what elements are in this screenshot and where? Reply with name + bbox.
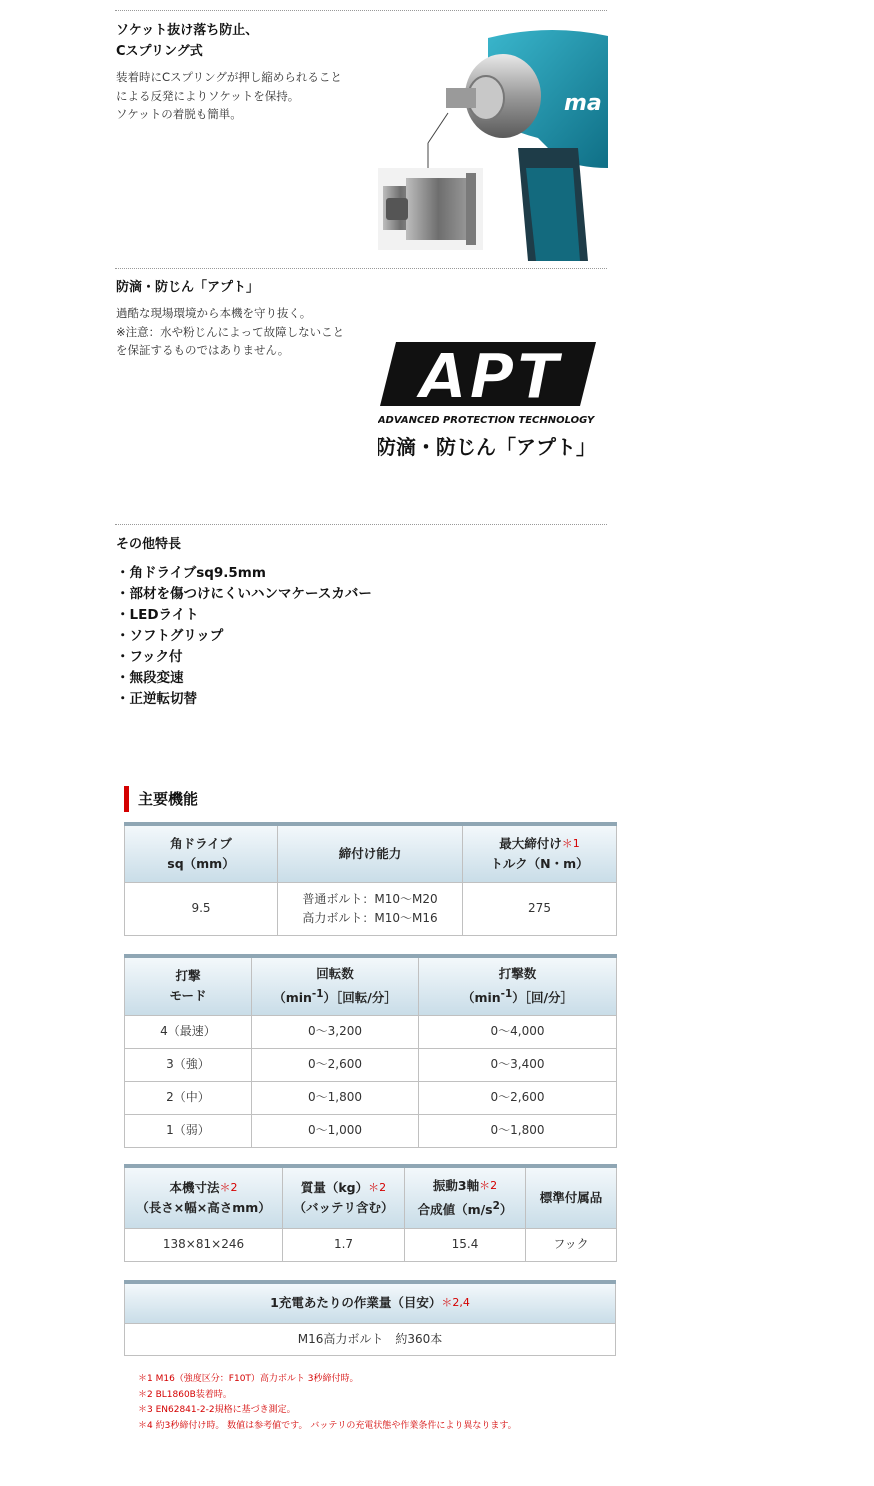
header-ipm: 打撃数 $(\min^{-1})[$回/分］ — [419, 956, 617, 1015]
list-item: ・ソフトグリップ — [116, 628, 224, 644]
feature2-title: 防滴・防じん「アプト」 — [116, 280, 260, 295]
table-row — [125, 1228, 617, 1261]
header-vibration: 振動3軸＊2 合成値$(m/s^2)$ — [405, 1166, 526, 1228]
list-item: ・フック付 — [116, 649, 183, 665]
footnotes — [138, 1372, 517, 1434]
footnote: ＊2 BL1860B装着時。 — [138, 1389, 232, 1400]
list-item: ・部材を傷つけにくいハンマケースカバー — [116, 586, 372, 602]
mode-cell: 3（強） — [125, 1048, 252, 1081]
other-features-list — [116, 563, 372, 710]
rpm-cell: 0～3,200 — [252, 1015, 419, 1048]
header-workload: 1充電あたりの作業量（目安）＊2,4 — [125, 1282, 616, 1323]
header-capacity: 締付け能力 — [278, 824, 463, 882]
table-row — [125, 882, 617, 935]
header-drive: 角ドライブ sq（mm） — [125, 824, 278, 882]
apt-logo-caption: 防滴・防じん「アプト」 — [378, 435, 596, 459]
apt-logo-text: APT — [419, 340, 561, 413]
spec-table-torque — [124, 822, 617, 936]
spec-table-workload — [124, 1280, 616, 1356]
mode-cell: 1（弱） — [125, 1114, 252, 1147]
capacity-value: 普通ボルト：M10～M20 高力ボルト：M10～M16 — [278, 882, 463, 935]
other-features-title: その他特長 — [116, 537, 182, 552]
vibration-value: 15.4 — [405, 1228, 526, 1261]
ipm-cell: 0～3,400 — [419, 1048, 617, 1081]
ipm-cell: 0～2,600 — [419, 1081, 617, 1114]
rpm-cell: 0～2,600 — [252, 1048, 419, 1081]
accessory-value: フック — [526, 1228, 617, 1261]
footnote: ＊4 約3秒締付け時。 数値は参考値です。 バッテリの充電状態や作業条件により異なります。 — [138, 1420, 517, 1431]
divider — [115, 10, 607, 11]
header-rpm: 回転数 $(\min^{-1})[$回転/分］ — [252, 956, 419, 1015]
header-torque: 最大締付け＊1 トルク（N・m） — [463, 824, 617, 882]
header-mass: 質量（kg）＊2 （バッテリ含む） — [283, 1166, 405, 1228]
table-row — [125, 1323, 616, 1355]
header-accessory: 標準付属品 — [526, 1166, 617, 1228]
divider — [115, 524, 607, 525]
ipm-cell: 0～1,800 — [419, 1114, 617, 1147]
mode-cell: 4（最速） — [125, 1015, 252, 1048]
ipm-cell: 0～4,000 — [419, 1015, 617, 1048]
footnote: ＊3 EN62841-2-2規格に基づき測定。 — [138, 1405, 296, 1415]
torque-value: 275 — [463, 882, 617, 935]
list-item: ・LEDライト — [116, 607, 199, 623]
mode-cell: 2（中） — [125, 1081, 252, 1114]
mass-value: 1.7 — [283, 1228, 405, 1261]
feature2-description: 過酷な現場環境から本機を守り抜く。 ※注意：水や粉じんによって故障しないこと を保証するものではありません。 — [116, 306, 345, 357]
dimensions-value: 138×81×246 — [125, 1228, 283, 1261]
feature1-description: 装着時にCスプリングが押し縮められること による反発によりソケットを保持。 ソケットの着脱も簡単。 — [116, 70, 342, 121]
divider — [115, 268, 607, 269]
table-row — [125, 1015, 617, 1048]
feature1-title: ソケット抜け落ち防止、 Cスプリング式 — [116, 23, 259, 59]
apt-logo — [378, 336, 600, 466]
list-item: ・角ドライブsq9.5mm — [116, 565, 266, 581]
drive-value: 9.5 — [125, 882, 278, 935]
spec-table-speed — [124, 954, 617, 1148]
footnote: ＊1 M16（強度区分：F10T）高力ボルト 3秒締付時。 — [138, 1374, 359, 1384]
list-item: ・無段変速 — [116, 670, 184, 686]
svg-text:ma: ma — [564, 91, 602, 116]
section-title: 主要機能 — [124, 786, 198, 812]
spec-table-dimensions — [124, 1164, 617, 1262]
header-dimensions: 本機寸法＊2 （長さ×幅×高さmm） — [125, 1166, 283, 1228]
header-mode: 打撃 モード — [125, 956, 252, 1015]
apt-logo-subtitle: ADVANCED PROTECTION TECHNOLOGY — [378, 415, 595, 426]
table-row — [125, 1048, 617, 1081]
workload-value: M16高力ボルト 約360本 — [125, 1323, 616, 1355]
table-row — [125, 1081, 617, 1114]
rpm-cell: 0～1,000 — [252, 1114, 419, 1147]
table-row — [125, 1114, 617, 1147]
list-item: ・正逆転切替 — [116, 691, 197, 707]
impact-wrench-photo — [378, 18, 608, 261]
rpm-cell: 0～1,800 — [252, 1081, 419, 1114]
